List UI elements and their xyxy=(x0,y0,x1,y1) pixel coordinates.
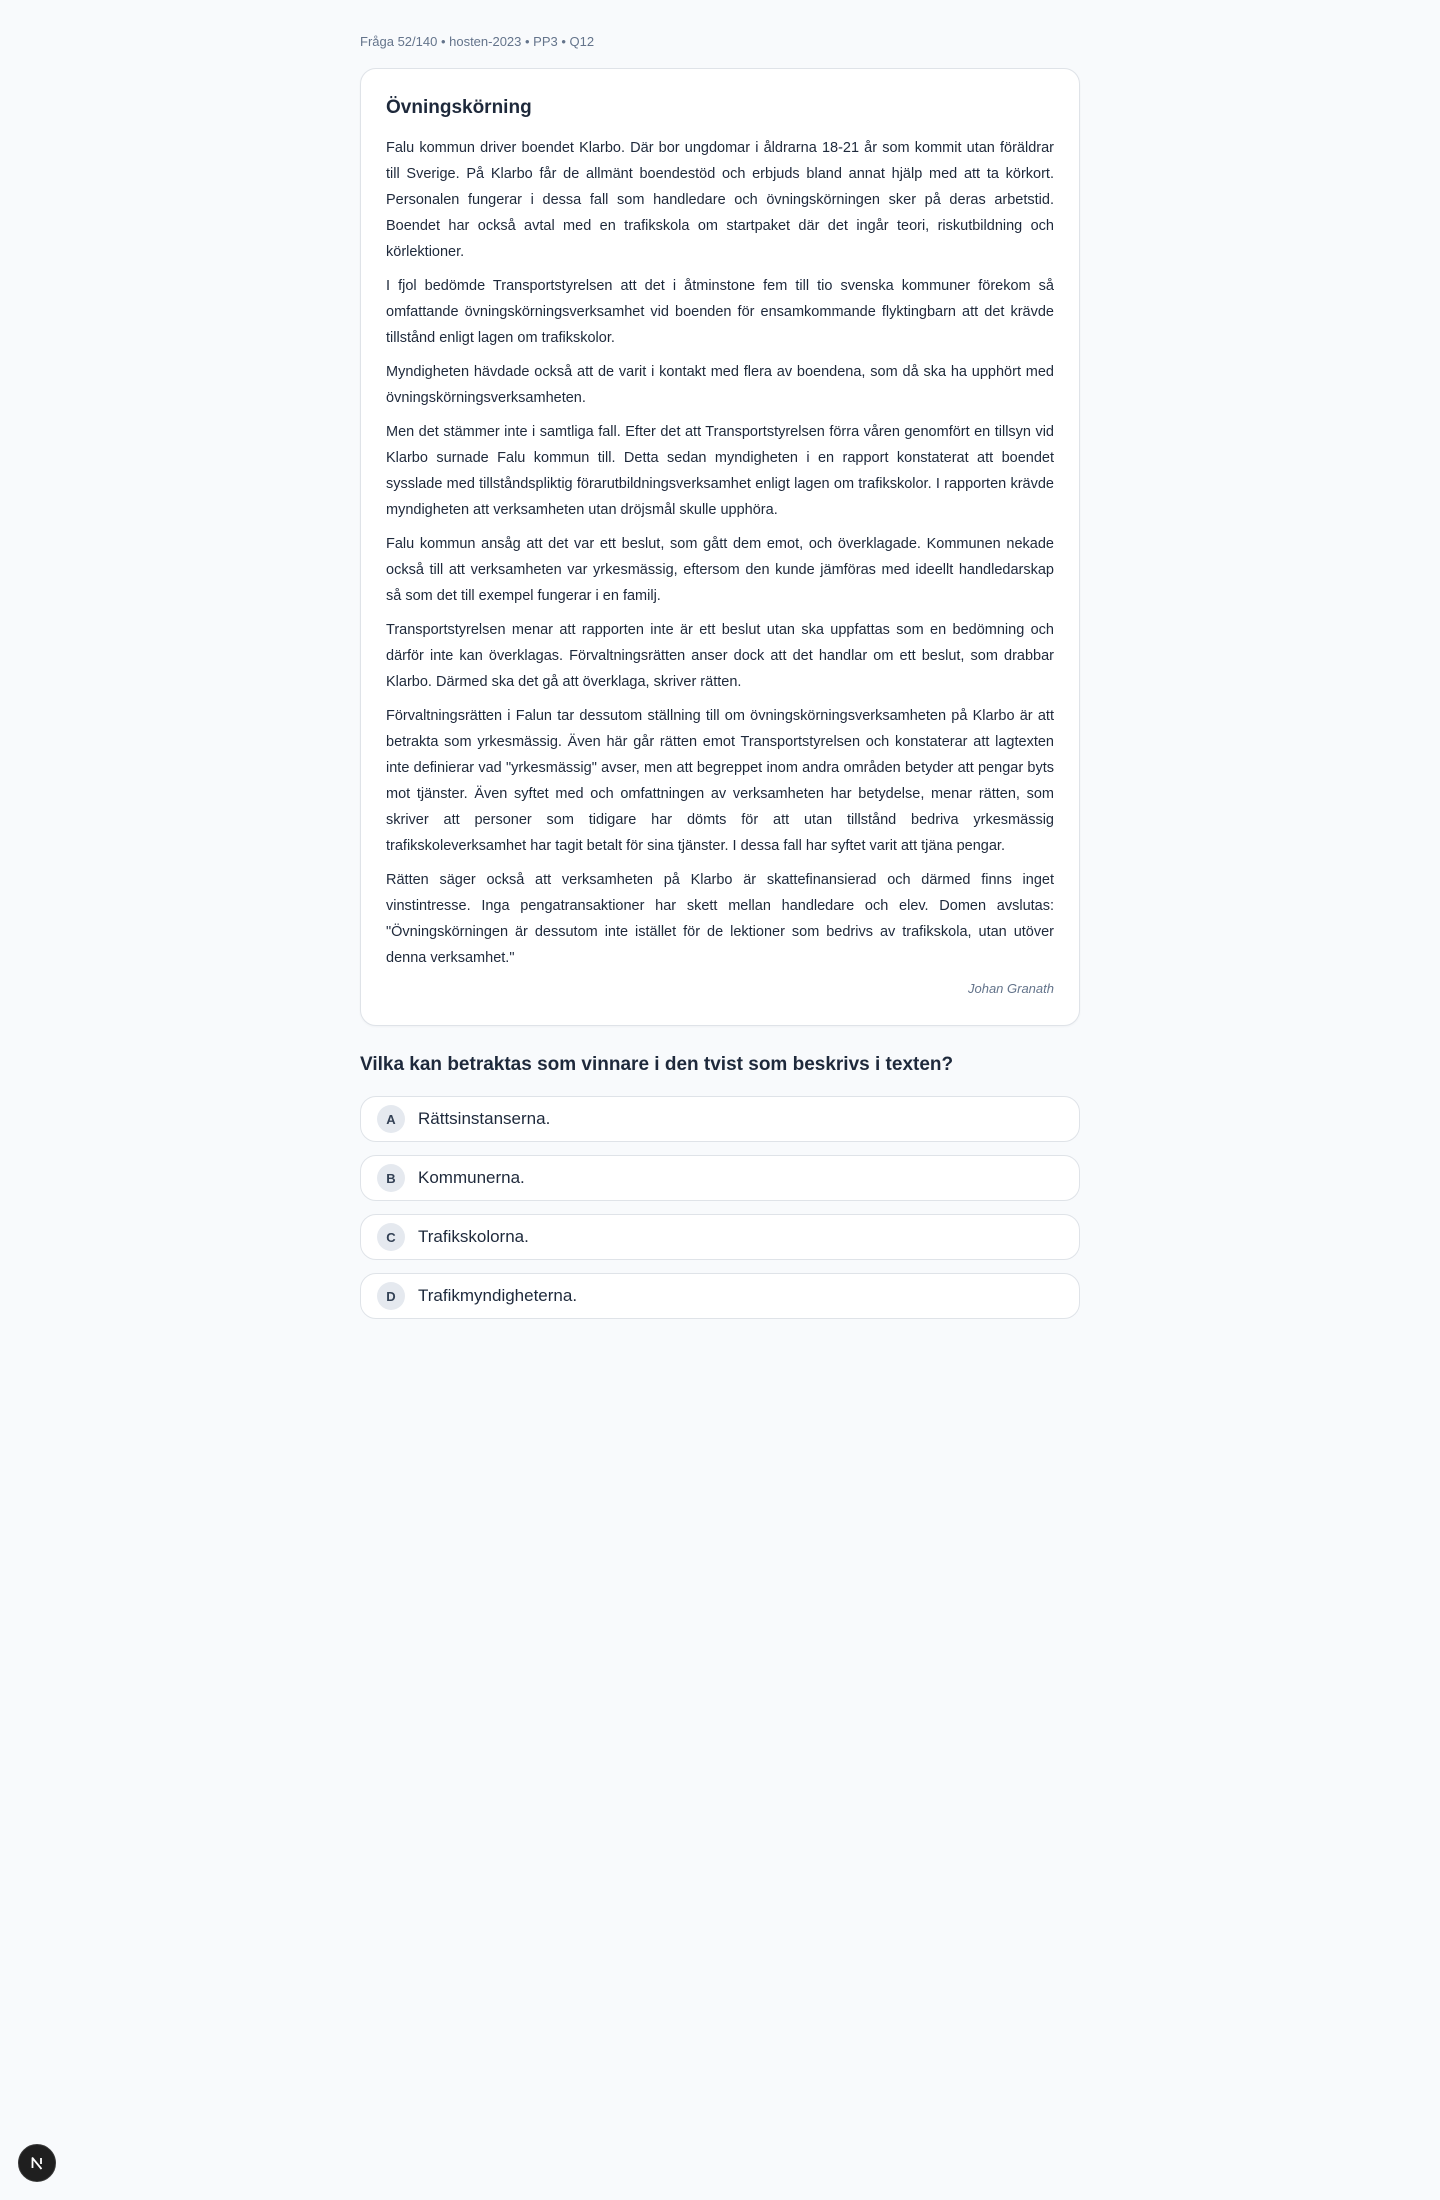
answer-options xyxy=(360,1096,1080,1319)
passage-paragraph: Falu kommun ansåg att det var ett beslut, som gått dem emot, och överklagade. Kommunen nekade också till att verksamheten var yrkesmässig, eftersom den kunde jämföras med ideellt handledarskap så som det till exempel fungerar i en familj. xyxy=(386,536,1054,604)
answer-option-a[interactable] xyxy=(360,1096,1080,1142)
option-label: Trafikskolorna. xyxy=(418,1227,529,1246)
option-letter-badge: B xyxy=(377,1164,405,1192)
answer-option-d[interactable] xyxy=(360,1273,1080,1319)
passage-paragraph: Falu kommun driver boendet Klarbo. Där bor ungdomar i åldrarna 18-21 år som kommit utan föräldrar till Sverige. På Klarbo får de allmänt boendestöd och erbjuds bland annat hjälp med att ta körkort. Personalen fungerar i dessa fall som handledare och övningskörningen sker på deras arbetstid. Boendet har också avtal med en trafikskola om startpaket där det ingår teori, riskutbildning och körlektioner. xyxy=(386,140,1054,260)
option-letter-badge: A xyxy=(377,1105,405,1133)
passage-paragraph: I fjol bedömde Transportstyrelsen att det i åtminstone fem till tio svenska kommuner förekom så omfattande övningskörningsverksamhet vid boenden för ensamkommande flyktingbarn att det krävde tillstånd enligt lagen om trafikskolor. xyxy=(386,278,1054,346)
passage-card xyxy=(360,68,1080,1026)
option-label: Rättsinstanserna. xyxy=(418,1109,551,1128)
option-letter-badge: D xyxy=(377,1282,405,1310)
passage-paragraph: Förvaltningsrätten i Falun tar dessutom ställning till om övningskörningsverksamheten på Klarbo är att betrakta som yrkesmässig. Även här går rätten emot Transportstyrelsen och konstaterar att lagtexten inte definierar vad "yrkesmässig" avser, men att begreppet inom andra områden betyder att pengar byts mot tjänster. Även syftet med och omfattningen av verksamheten har betydelse, menar rätten, som skriver att personer som tidigare har dömts för att utan tillstånd bedriva yrkesmässig trafikskoleverksamhet har tagit betalt för sina tjänster. I dessa fall har syftet varit att tjäna pengar. xyxy=(386,708,1054,854)
question-text: Vilka kan betraktas som vinnare i den tvist som beskrivs i texten? xyxy=(360,1054,954,1075)
passage-paragraph: Myndigheten hävdade också att de varit i kontakt med flera av boendena, som då ska ha upphört med övningskörningsverksamheten. xyxy=(386,364,1054,406)
passage-paragraph: Rätten säger också att verksamheten på Klarbo är skattefinansierad och därmed finns inget vinstintresse. Inga pengatransaktioner har skett mellan handledare och elev. Domen avslutas: "Övningskörningen är dessutom inte istället för de lektioner som bedrivs av trafikskola, utan utöver denna verksamhet." xyxy=(386,872,1054,966)
passage-paragraph: Transportstyrelsen menar att rapporten inte är ett beslut utan ska uppfattas som en bedömning och därför inte kan överklagas. Förvaltningsrätten anser dock att det handlar om ett beslut, som drabbar Klarbo. Därmed ska det gå att överklaga, skriver rätten. xyxy=(386,622,1054,690)
answer-option-c[interactable] xyxy=(360,1214,1080,1260)
passage-paragraph: Men det stämmer inte i samtliga fall. Efter det att Transportstyrelsen förra våren genomfört en tillsyn vid Klarbo surnade Falu kommun till. Detta sedan myndigheten i en rapport konstaterat att boendet sysslade med tillståndspliktig förarutbildningsverksamhet enligt lagen om trafikskolor. I rapporten krävde myndigheten att verksamheten utan dröjsmål skulle upphöra. xyxy=(386,424,1054,518)
answer-option-b[interactable] xyxy=(360,1155,1080,1201)
dev-tools-button[interactable] xyxy=(18,2144,56,2182)
option-label: Kommunerna. xyxy=(418,1168,525,1187)
option-label: Trafikmyndigheterna. xyxy=(418,1286,578,1305)
passage-title: Övningskörning xyxy=(386,97,532,118)
nextjs-logo-icon xyxy=(27,2153,47,2173)
main-content xyxy=(360,0,1080,1319)
passage-author: Johan Granath xyxy=(967,981,1054,996)
question-meta: Fråga 52/140 • hosten-2023 • PP3 • Q12 xyxy=(360,34,595,49)
option-letter-badge: C xyxy=(377,1223,405,1251)
